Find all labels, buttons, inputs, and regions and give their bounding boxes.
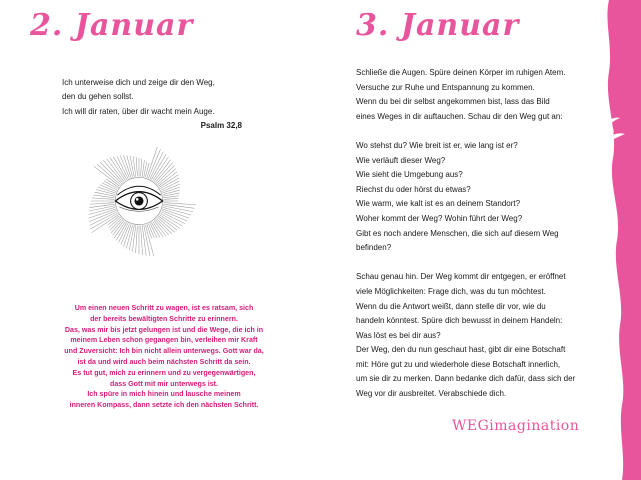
- text-line: Schließe die Augen. Spüre deinen Körper im ruhigen Atem.: [356, 68, 566, 77]
- sunburst-ray: [159, 178, 179, 189]
- text-line: um sie dir zu merken. Dann bedanke dich dafür, dass sich der: [356, 374, 576, 384]
- sunburst-ray: [144, 224, 150, 256]
- prayer-line: der bereits bewältigten Schritte zu erinnern.: [90, 314, 238, 323]
- text-line: Wenn du die Antwort weißt, dann stelle dir vor, wie du: [356, 301, 546, 311]
- sunburst-ray: [156, 166, 175, 185]
- text-line: Gibt es noch andere Menschen, die sich auf diesem Weg: [356, 228, 559, 238]
- text-line: Der Weg, den du nun geschaut hast, gibt dir eine Botschaft: [356, 345, 566, 355]
- prayer-line: Das, was mir bis jetzt gelungen ist und die Wege, die ich in: [64, 325, 264, 334]
- prayer-line: Um einen neuen Schritt zu wagen, ist es ratsam, sich: [74, 304, 254, 312]
- text-line: Wo stehst du? Wie breit ist er, wie lang ist er?: [356, 140, 518, 150]
- flying-birds-icon: [596, 108, 628, 144]
- text-line: Riechst du oder hörst du etwas?: [356, 184, 471, 194]
- sunburst-ray: [90, 203, 116, 205]
- text-line: Wenn du bei dir selbst angekommen bist, lass das Bild: [356, 97, 550, 107]
- text-line: viele Möglichkeiten: Frage dich, was du tun möchtest.: [356, 286, 546, 296]
- sunburst-ray: [147, 147, 158, 179]
- sunburst-ray: [161, 210, 187, 221]
- sunburst-ray: [142, 224, 146, 255]
- text-line: [356, 256, 596, 271]
- sunburst-ray: [92, 214, 120, 233]
- sunburst-ray: [141, 159, 142, 178]
- text-line: eines Weges in dir auftauchen. Schau dir den Weg gut an:: [356, 111, 563, 121]
- sunburst-ray: [145, 163, 149, 178]
- prayer-line: Es tut gut, mich zu erinnern und zu vergegenwärtigen,: [72, 368, 256, 377]
- sunburst-ray: [114, 221, 125, 238]
- text-line: Versuche zur Ruhe und Entspannung zu kommen.: [356, 82, 535, 92]
- sunburst-ray: [107, 159, 125, 182]
- text-line: Woher kommt der Weg? Wohin führt der Weg?: [356, 213, 523, 223]
- prayer-line: meinem Leben schon gegangen bin, verleihen mir Kraft: [70, 336, 258, 345]
- eye-sunburst-icon: [80, 142, 198, 260]
- text-line: Schau genau hin. Der Weg kommt dir entgegen, er eröffnet: [356, 272, 566, 282]
- prayer-line: ist da und wird auch beim nächsten Schritt da sein.: [77, 357, 251, 366]
- quote-reference: Psalm 32,8: [200, 121, 242, 131]
- sunburst-ray: [113, 220, 125, 236]
- text-line: Wie sieht die Umgebung aus?: [356, 170, 463, 180]
- sunburst-ray: [100, 162, 122, 184]
- prayer-line: Ich spüre in mich hinein und lausche meinem: [87, 390, 241, 399]
- date-heading-jan-2: 2. Januar: [30, 8, 194, 43]
- text-line: Weg vor dir ausbreitet. Verabschiede dich.: [356, 389, 507, 399]
- text-line: mit: Höre gut zu und wiederhole diese Botschaft innerlich,: [356, 359, 561, 369]
- sunburst-ray: [136, 157, 137, 178]
- sunburst-ray: [92, 198, 116, 200]
- sunburst-ray: [163, 198, 179, 199]
- text-line: [356, 124, 596, 139]
- prayer-line: und Zuversicht: Ich bin nicht allein unterwegs. Gott war da,: [64, 347, 264, 356]
- text-line: Was löst es bei dir aus?: [356, 330, 441, 340]
- quote-line: den du gehen sollst.: [62, 92, 134, 102]
- prayer-line: dass Gott mit mir unterwegs ist.: [109, 379, 218, 388]
- prayer-line: inneren Kompass, dann setzte ich den nächsten Schritt.: [69, 401, 259, 410]
- sunburst-ray: [120, 156, 130, 180]
- left-page: [0, 0, 320, 480]
- quote-line: Ich will dir raten, über dir wacht mein Auge.: [62, 106, 215, 116]
- meditation-text: [356, 66, 596, 402]
- text-line: befinden?: [356, 243, 392, 253]
- sunburst-ray: [108, 215, 120, 225]
- brand-wordmark: WEGimagination: [452, 418, 580, 434]
- pink-edge-band: [582, 0, 641, 480]
- sunburst-ray: [136, 225, 138, 253]
- sunburst-ray: [109, 217, 122, 228]
- sunburst-ray: [162, 204, 194, 208]
- text-line: Wie warm, wie kalt ist es an deinem Standort?: [356, 199, 521, 209]
- sunburst-ray: [119, 222, 129, 242]
- sunburst-ray: [163, 203, 196, 205]
- sunburst-ray: [89, 204, 115, 207]
- sunburst-ray: [132, 224, 136, 251]
- quote-line: Ich unterweise dich und zeige dir den Weg,: [62, 78, 215, 87]
- prayer-text: [44, 303, 284, 411]
- bible-quote: [62, 76, 242, 134]
- text-line: handeln könntest. Spüre dich bewusst in deinem Handeln:: [356, 316, 563, 326]
- sunburst-ray: [141, 225, 143, 255]
- text-line: Wie verläuft dieser Weg?: [356, 155, 446, 165]
- sunburst-ray: [116, 221, 127, 240]
- date-heading-jan-3: 3. Januar: [356, 8, 520, 43]
